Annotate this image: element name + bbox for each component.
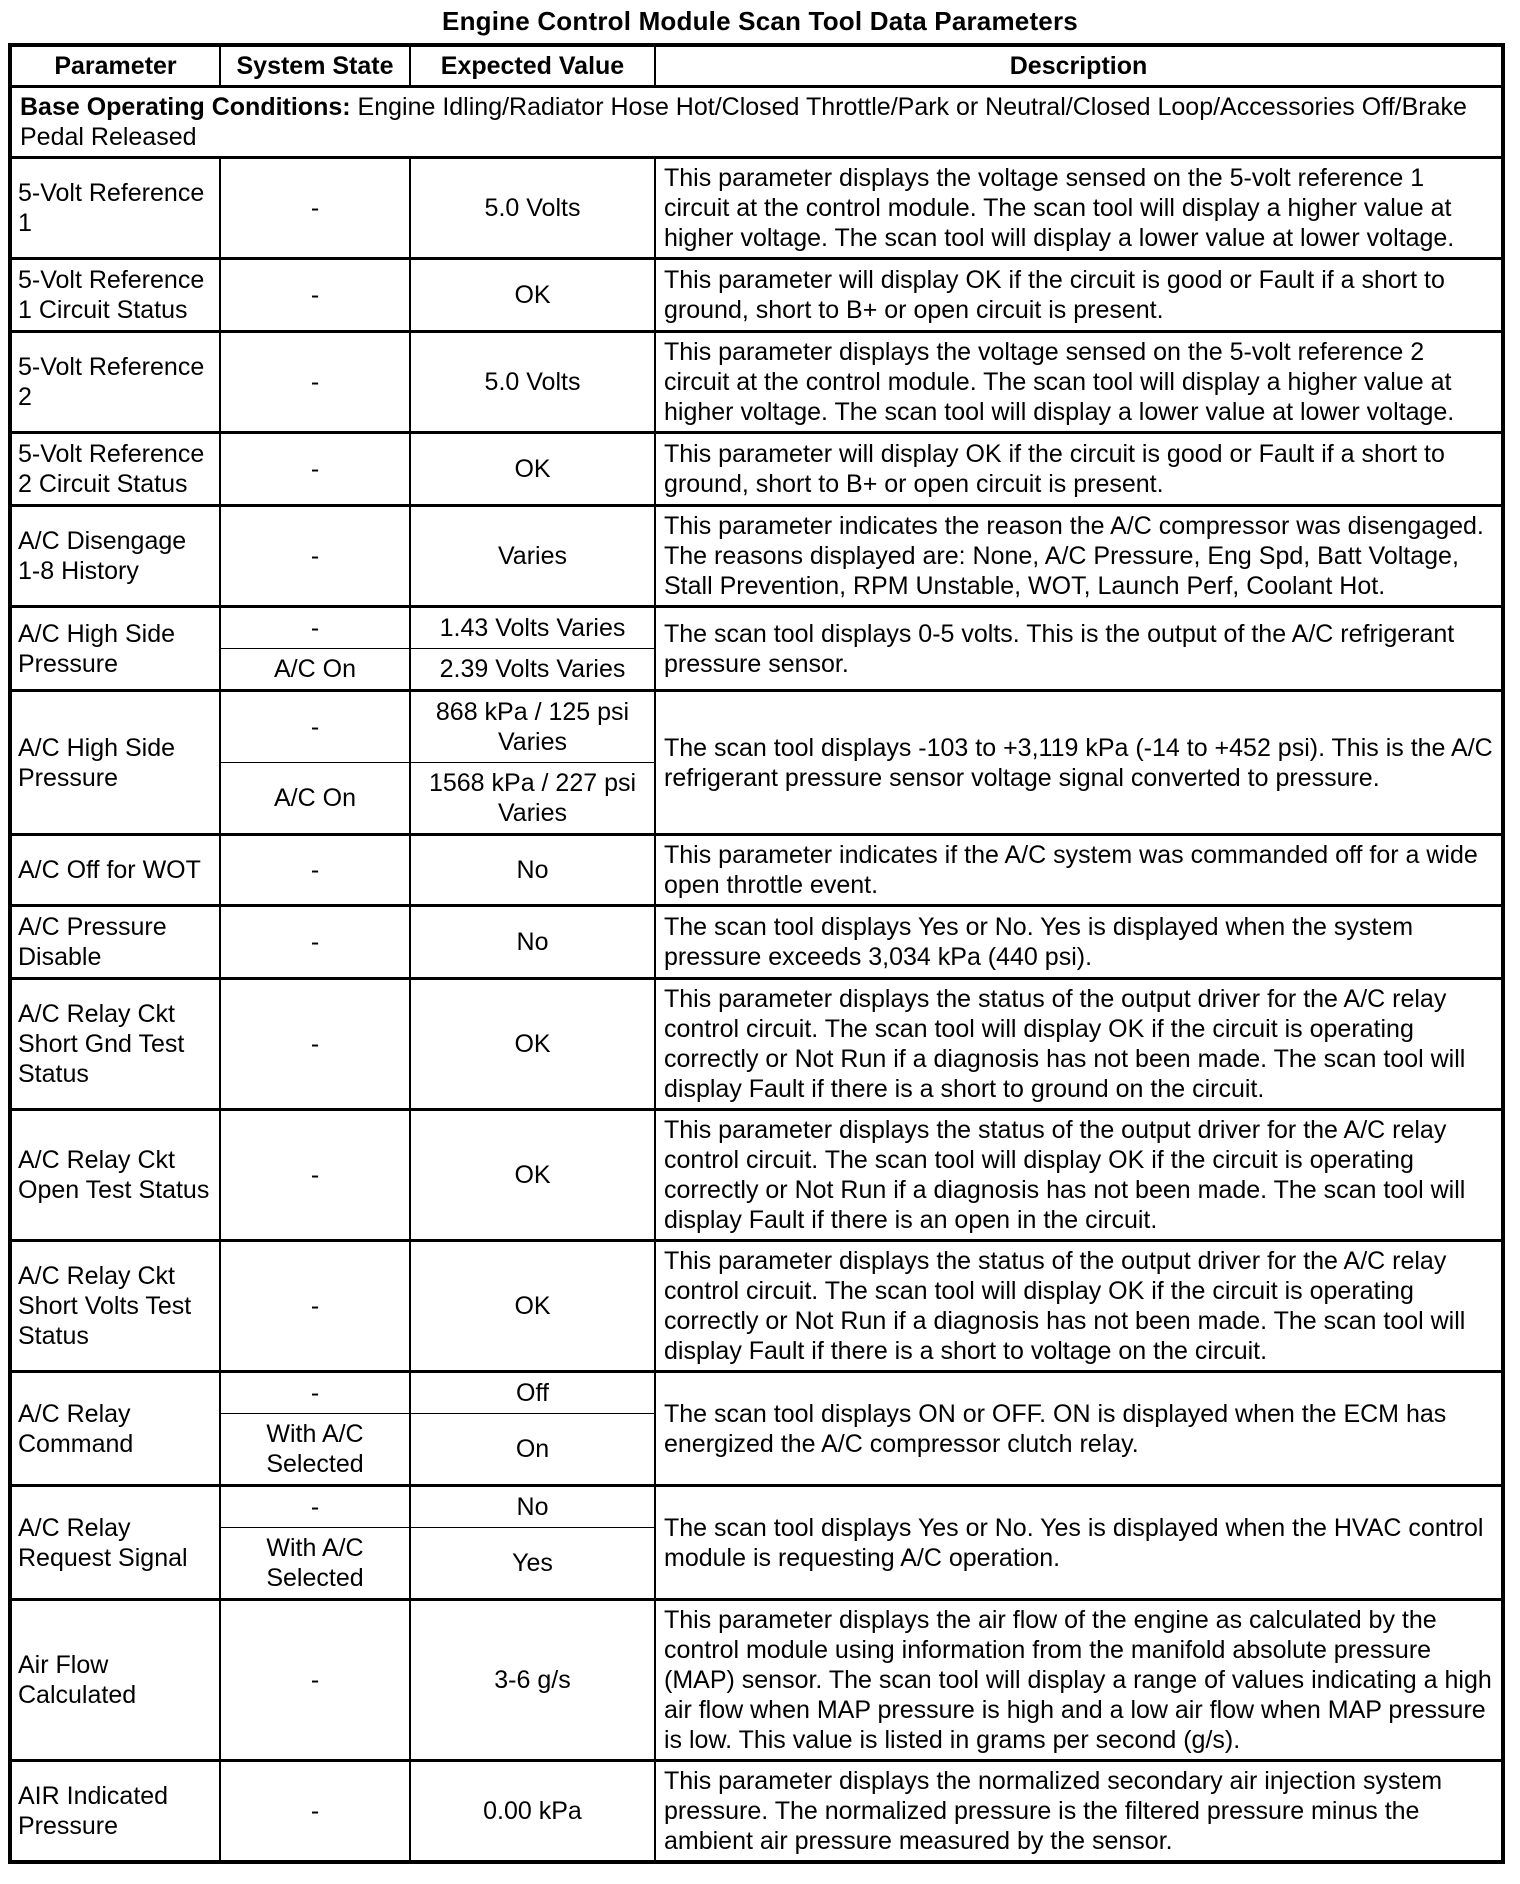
system-state-cell: - xyxy=(220,607,410,649)
table-row xyxy=(10,835,1503,906)
parameter-cell: A/C Off for WOT xyxy=(10,835,220,906)
table-header-row xyxy=(10,45,1503,87)
table-row xyxy=(10,979,1503,1110)
expected-value-cell: Varies xyxy=(410,506,655,607)
table-row xyxy=(10,607,1503,649)
expected-value-cell: No xyxy=(410,906,655,979)
description-cell: This parameter displays the status of the output driver for the A/C relay control circuit. The scan tool will display OK if the circuit is operating correctly or Not Run if a diagnosis has not been made. The scan tool will display Fault if there is a short to ground on the circuit. xyxy=(655,979,1503,1110)
parameter-cell: A/C Relay Ckt Short Volts Test Status xyxy=(10,1241,220,1372)
expected-value-cell: Off xyxy=(410,1372,655,1414)
expected-value-cell: OK xyxy=(410,1241,655,1372)
expected-value-cell: 1568 kPa / 227 psi Varies xyxy=(410,763,655,835)
system-state-cell: - xyxy=(220,1486,410,1528)
description-cell: The scan tool displays Yes or No. Yes is displayed when the HVAC control module is requesting A/C operation. xyxy=(655,1486,1503,1600)
system-state-cell: - xyxy=(220,506,410,607)
expected-value-cell: 2.39 Volts Varies xyxy=(410,649,655,691)
parameter-cell: 5-Volt Reference 1 xyxy=(10,158,220,259)
expected-value-cell: OK xyxy=(410,259,655,332)
description-cell: This parameter displays the status of the output driver for the A/C relay control circuit. The scan tool will display OK if the circuit is operating correctly or Not Run if a diagnosis has not been made. The scan tool will display Fault if there is a short to voltage on the circuit. xyxy=(655,1241,1503,1372)
parameter-cell: 5-Volt Reference 1 Circuit Status xyxy=(10,259,220,332)
expected-value-cell: 868 kPa / 125 psi Varies xyxy=(410,691,655,763)
system-state-cell: With A/C Selected xyxy=(220,1414,410,1486)
parameter-cell: A/C Relay Ckt Open Test Status xyxy=(10,1110,220,1241)
column-header-parameter: Parameter xyxy=(10,45,220,87)
description-cell: The scan tool displays 0-5 volts. This is the output of the A/C refrigerant pressure sensor. xyxy=(655,607,1503,691)
description-cell: This parameter displays the voltage sensed on the 5-volt reference 1 circuit at the control module. The scan tool will display a higher value at higher voltage. The scan tool will display a lower value at lower voltage. xyxy=(655,158,1503,259)
parameter-cell: A/C Relay Ckt Short Gnd Test Status xyxy=(10,979,220,1110)
description-cell: The scan tool displays Yes or No. Yes is displayed when the system pressure exceeds 3,034 kPa (440 psi). xyxy=(655,906,1503,979)
expected-value-cell: OK xyxy=(410,433,655,506)
system-state-cell: A/C On xyxy=(220,763,410,835)
system-state-cell: - xyxy=(220,691,410,763)
expected-value-cell: On xyxy=(410,1414,655,1486)
table-row xyxy=(10,691,1503,763)
system-state-cell: - xyxy=(220,979,410,1110)
system-state-cell: - xyxy=(220,259,410,332)
expected-value-cell: Yes xyxy=(410,1528,655,1600)
system-state-cell: - xyxy=(220,332,410,433)
system-state-cell: - xyxy=(220,906,410,979)
expected-value-cell: 0.00 kPa xyxy=(410,1761,655,1863)
table-row xyxy=(10,1486,1503,1528)
scan-tool-data-table xyxy=(8,43,1505,1864)
base-conditions-text: Engine Idling/Radiator Hose Hot/Closed Throttle/Park or Neutral/Closed Loop/Accessories Off/Brake Pedal Released xyxy=(20,93,1467,151)
description-cell: This parameter displays the status of the output driver for the A/C relay control circuit. The scan tool will display OK if the circuit is operating correctly or Not Run if a diagnosis has not been made. The scan tool will display Fault if there is an open in the circuit. xyxy=(655,1110,1503,1241)
table-row xyxy=(10,1110,1503,1241)
table-row xyxy=(10,1372,1503,1414)
base-conditions-cell xyxy=(10,87,1503,158)
system-state-cell: - xyxy=(220,433,410,506)
system-state-cell: - xyxy=(220,1372,410,1414)
expected-value-cell: 5.0 Volts xyxy=(410,158,655,259)
page-title: Engine Control Module Scan Tool Data Parameters xyxy=(442,6,1078,36)
description-cell: This parameter displays the air flow of the engine as calculated by the control module using information from the manifold absolute pressure (MAP) sensor. The scan tool will display a range of values indicating a high air flow when MAP pressure is high and a low air flow when MAP pressure is low. This value is listed in grams per second (g/s). xyxy=(655,1600,1503,1761)
table-row xyxy=(10,1600,1503,1761)
table-row xyxy=(10,259,1503,332)
description-cell: The scan tool displays ON or OFF. ON is displayed when the ECM has energized the A/C compressor clutch relay. xyxy=(655,1372,1503,1486)
table-row xyxy=(10,1241,1503,1372)
description-cell: This parameter displays the voltage sensed on the 5-volt reference 2 circuit at the control module. The scan tool will display a higher value at higher voltage. The scan tool will display a lower value at lower voltage. xyxy=(655,332,1503,433)
parameter-cell: Air Flow Calculated xyxy=(10,1600,220,1761)
base-conditions-label: Base Operating Conditions: xyxy=(20,93,351,121)
table-row xyxy=(10,506,1503,607)
system-state-cell: A/C On xyxy=(220,649,410,691)
system-state-cell: - xyxy=(220,158,410,259)
expected-value-cell: No xyxy=(410,835,655,906)
description-cell: This parameter indicates if the A/C system was commanded off for a wide open throttle event. xyxy=(655,835,1503,906)
table-row xyxy=(10,158,1503,259)
parameter-cell: A/C Pressure Disable xyxy=(10,906,220,979)
system-state-cell: - xyxy=(220,1600,410,1761)
table-row xyxy=(10,332,1503,433)
description-cell: This parameter indicates the reason the A/C compressor was disengaged. The reasons displayed are: None, A/C Pressure, Eng Spd, Batt Voltage, Stall Prevention, RPM Unstable, WOT, Launch Perf, Coolant Hot. xyxy=(655,506,1503,607)
system-state-cell: - xyxy=(220,1110,410,1241)
column-header-system-state: System State xyxy=(220,45,410,87)
description-cell: This parameter will display OK if the circuit is good or Fault if a short to ground, short to B+ or open circuit is present. xyxy=(655,259,1503,332)
parameter-cell: AIR Indicated Pressure xyxy=(10,1761,220,1863)
parameter-cell: A/C High Side Pressure xyxy=(10,691,220,835)
table-row xyxy=(10,906,1503,979)
column-header-expected-value: Expected Value xyxy=(410,45,655,87)
parameter-cell: 5-Volt Reference 2 Circuit Status xyxy=(10,433,220,506)
parameter-cell: A/C Relay Request Signal xyxy=(10,1486,220,1600)
expected-value-cell: 3-6 g/s xyxy=(410,1600,655,1761)
parameter-cell: 5-Volt Reference 2 xyxy=(10,332,220,433)
parameter-cell: A/C Disengage 1-8 History xyxy=(10,506,220,607)
expected-value-cell: OK xyxy=(410,979,655,1110)
expected-value-cell: 1.43 Volts Varies xyxy=(410,607,655,649)
system-state-cell: With A/C Selected xyxy=(220,1528,410,1600)
table-row xyxy=(10,1761,1503,1863)
description-cell: The scan tool displays -103 to +3,119 kPa (-14 to +452 psi). This is the A/C refrigerant pressure sensor voltage signal converted to pressure. xyxy=(655,691,1503,835)
parameter-cell: A/C High Side Pressure xyxy=(10,607,220,691)
parameter-cell: A/C Relay Command xyxy=(10,1372,220,1486)
base-conditions-row xyxy=(10,87,1503,158)
system-state-cell: - xyxy=(220,1761,410,1863)
table-row xyxy=(10,433,1503,506)
expected-value-cell: No xyxy=(410,1486,655,1528)
system-state-cell: - xyxy=(220,1241,410,1372)
system-state-cell: - xyxy=(220,835,410,906)
column-header-description: Description xyxy=(655,45,1503,87)
description-cell: This parameter will display OK if the circuit is good or Fault if a short to ground, short to B+ or open circuit is present. xyxy=(655,433,1503,506)
expected-value-cell: 5.0 Volts xyxy=(410,332,655,433)
description-cell: This parameter displays the normalized secondary air injection system pressure. The normalized pressure is the filtered pressure minus the ambient air pressure measured by the sensor. xyxy=(655,1761,1503,1863)
expected-value-cell: OK xyxy=(410,1110,655,1241)
